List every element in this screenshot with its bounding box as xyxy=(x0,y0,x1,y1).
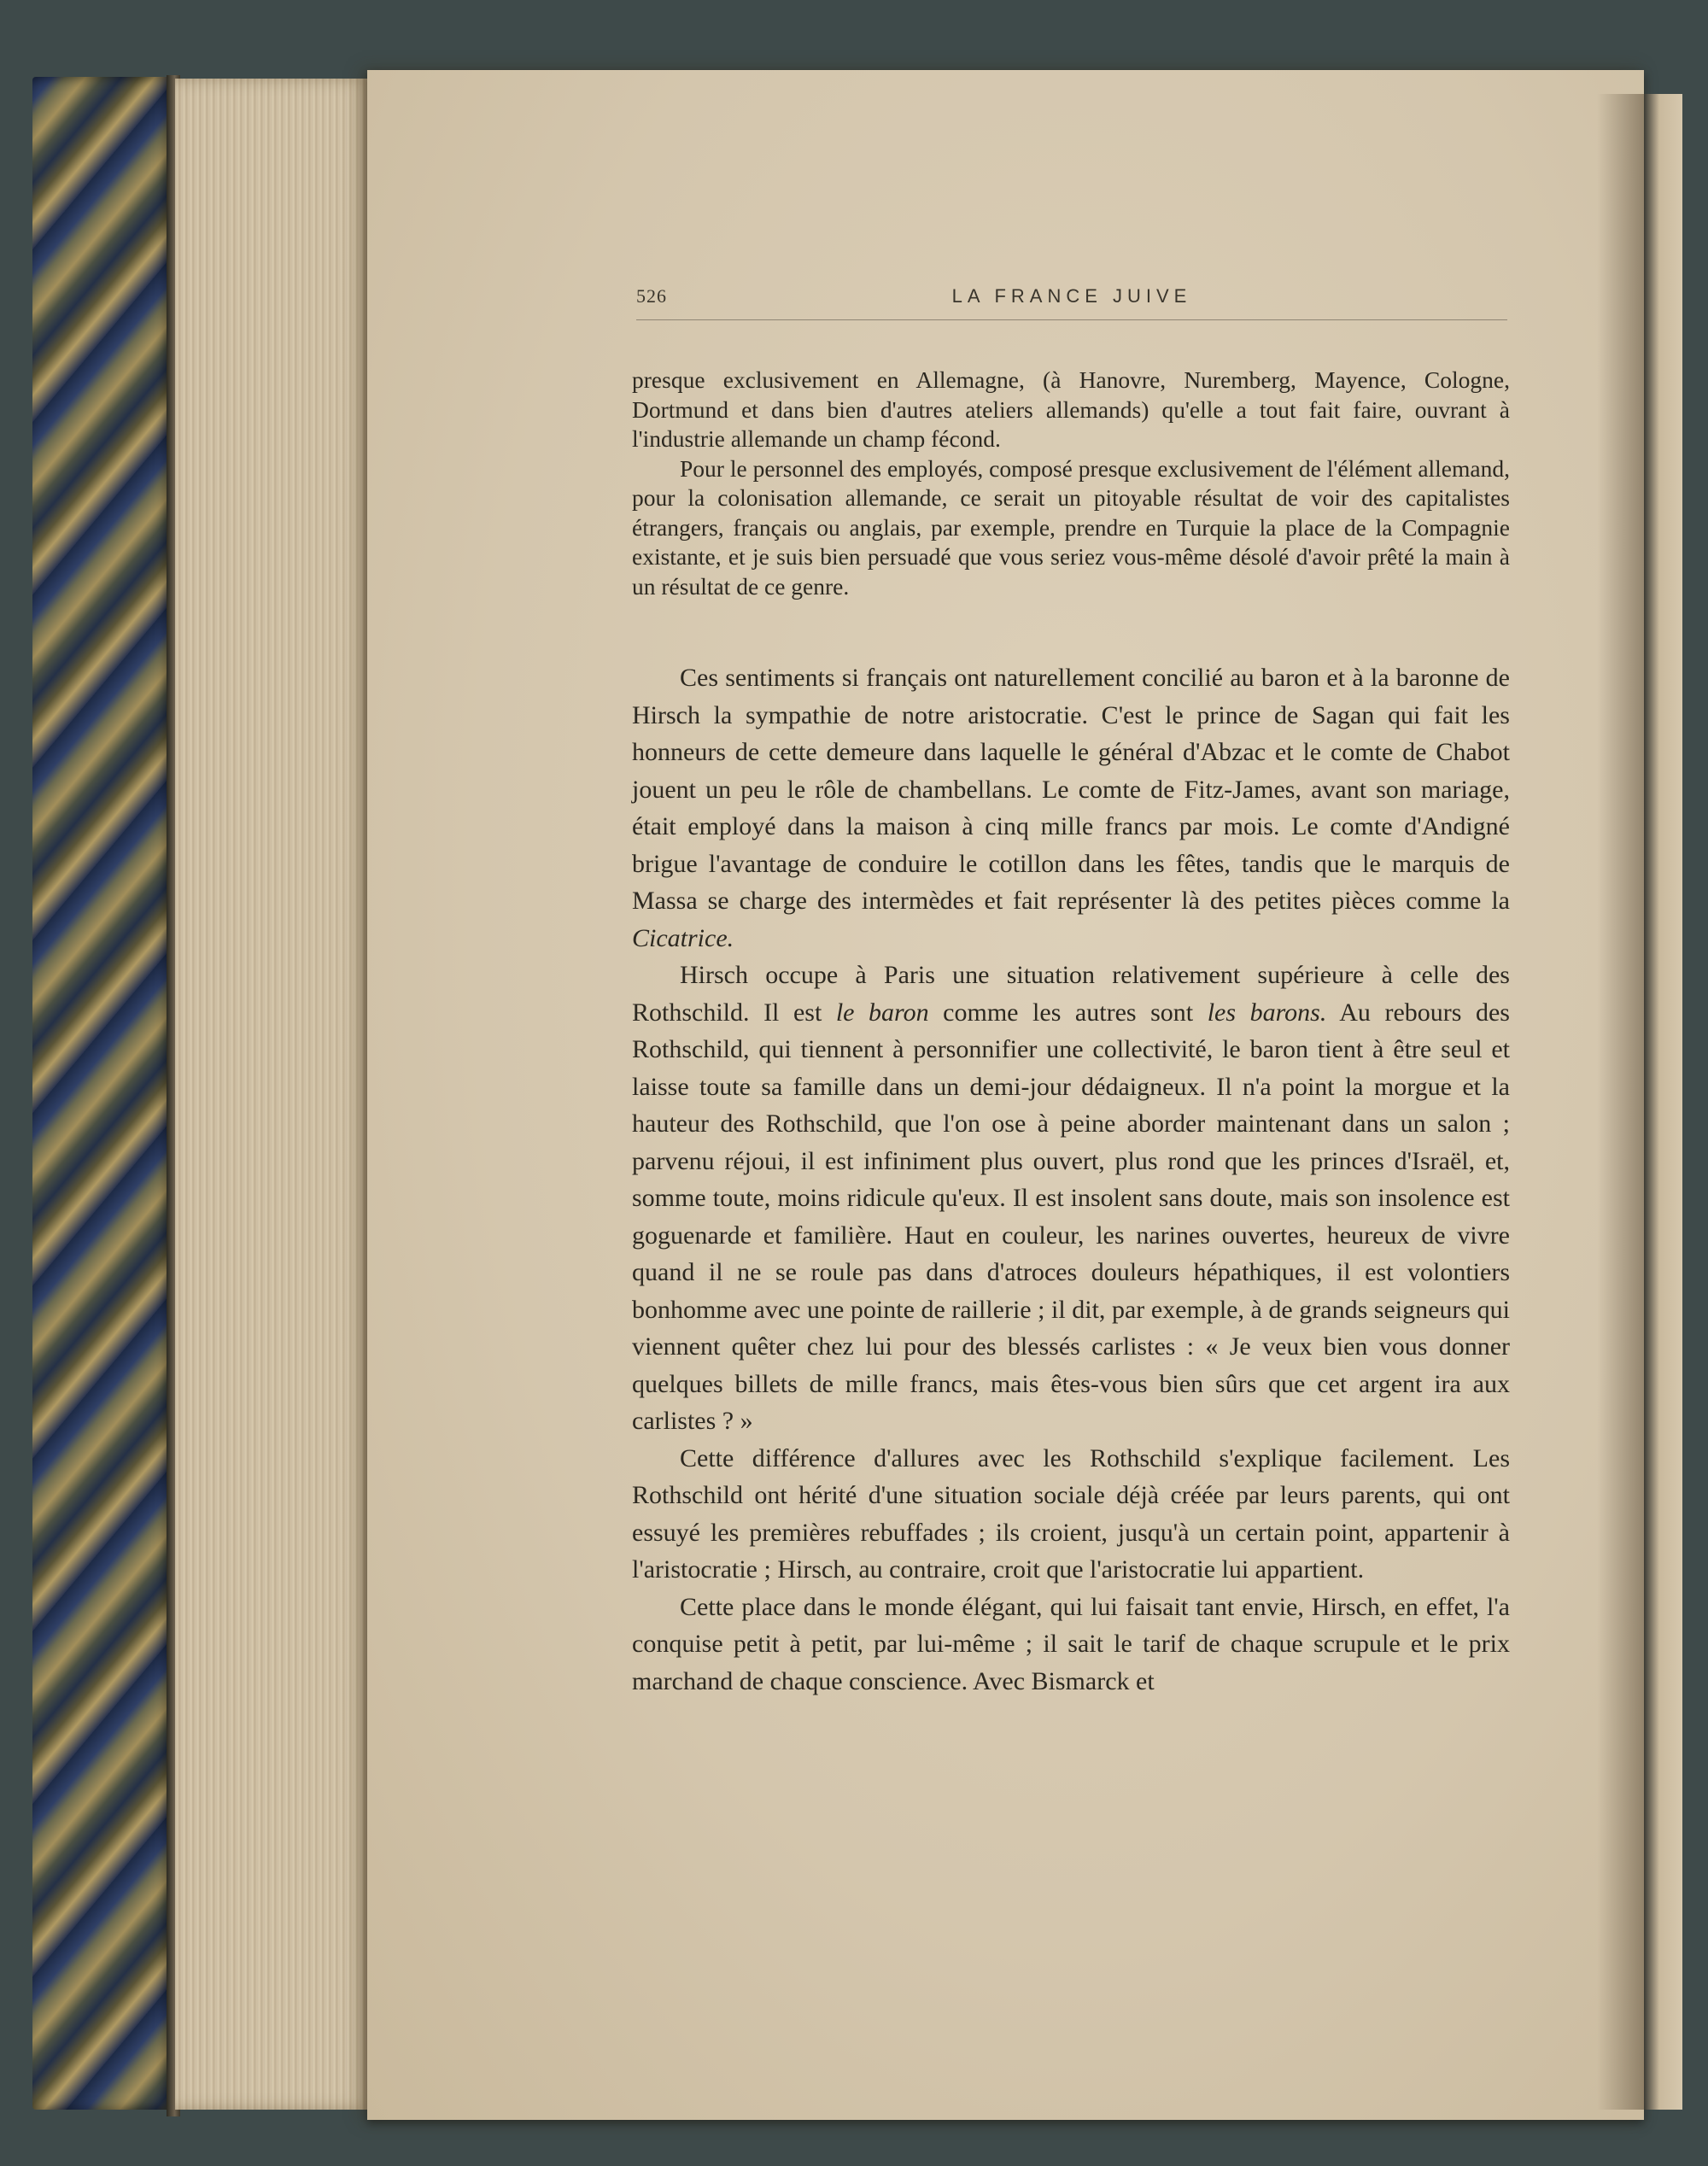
body-paragraph-4: Cette place dans le monde élégant, qui lui faisait tant envie, Hirsch, en effet, l'a conquise petit à petit, par lui-même ; il sait le tarif de chaque scrupule et le prix marchand de chaque conscience. Avec Bismarck et xyxy=(632,1592,1510,1695)
running-title: LA FRANCE JUIVE xyxy=(951,285,1192,307)
body-text xyxy=(632,659,1510,1700)
body-paragraph-1-italic: Cicatrice. xyxy=(632,923,734,952)
body-paragraph-2-italic-2: les barons. xyxy=(1207,998,1327,1027)
body-paragraph-2-italic-1: le baron xyxy=(835,998,929,1027)
page-edges xyxy=(175,79,371,2110)
quoted-letter xyxy=(632,366,1510,601)
body-paragraph-2-text-b: comme les autres sont xyxy=(928,998,1208,1027)
body-paragraph-1 xyxy=(632,659,1510,957)
page-gutter xyxy=(1597,94,1644,2110)
quote-paragraph-2: Pour le personnel des employés, composé presque exclusivement de l'élément allemand, pour la colonisation allemande, ce serait un pitoyable résultat de voir des capitalistes étrangers, français ou anglais, par exemple, prendre en Turquie la place de la Compagnie existante, et je suis bien persuadé que vous seriez vous-même désolé d'avoir prêté la main à un résultat de ce genre. xyxy=(632,454,1510,600)
body-paragraph-3: Cette différence d'allures avec les Rothschild s'explique facilement. Les Rothschild ont hérité d'une situation sociale déjà créée par leurs parents, qui ont essuyé les premières rebuffades ; ils croient, jusqu'à un certain point, appartenir à l'aristocratie ; Hirsch, au contraire, croit que l'aristocratie lui appartient. xyxy=(632,1443,1510,1584)
body-paragraph-2 xyxy=(632,957,1510,1440)
running-head xyxy=(636,285,1507,320)
facing-page-edge xyxy=(1644,94,1682,2110)
body-paragraph-2-text-c: Au rebours des Rothschild, qui tiennent à personnifier une collectivité, le baron tient à être seul et laisse toute sa famille dans un demi-jour dédaigneux. Il n'a point la morgue et la hauteur des Rothschild, que l'on ose à peine aborder maintenant dans un salon ; parvenu réjoui, il est infiniment plus ouvert, plus rond que les princes d'Israël, et, somme toute, moins ridicule qu'eux. Il est insolent sans doute, mais son insolence est goguenarde et familière. Haut en couleur, les narines ouvertes, heureux de vivre quand il ne se roule pas dans d'atroces douleurs hépathiques, il est volontiers bonhomme avec une pointe de raillerie ; il dit, par exemple, à de grands seigneurs qui viennent quêter chez lui pour des blessés carlistes : « Je veux bien vous donner quelques billets de mille francs, mais êtes-vous bien sûrs que cet argent ira aux carlistes ? » xyxy=(632,998,1510,1435)
marbled-cover xyxy=(32,77,173,2110)
body-paragraph-1-text: Ces sentiments si français ont naturellement concilié au baron et à la baronne de Hirsch la sympathie de notre aristocratie. C'est le prince de Sagan qui fait les honneurs de cette demeure dans laquelle le général d'Abzac et le comte de Chabot jouent un peu le rôle de chambellans. Le comte de Fitz-James, avant son mariage, était employé dans la maison à cinq mille francs par mois. Le comte d'Andigné brigue l'avantage de conduire le cotillon dans les fêtes, tandis que le marquis de Massa se charge des intermèdes et fait représenter là des petites pièces comme la xyxy=(632,664,1510,915)
body-paragraph-2-text-a: Hirsch occupe à Paris une situation relativement supérieure à celle des Rothschild. Il est xyxy=(632,961,1510,1027)
page-number: 526 xyxy=(636,285,667,307)
quote-paragraph-1: presque exclusivement en Allemagne, (à Hanovre, Nuremberg, Mayence, Cologne, Dortmund et dans bien d'autres ateliers allemands) qu'elle a tout fait faire, ouvrant à l'industrie allemande un champ fécond. xyxy=(632,366,1510,452)
